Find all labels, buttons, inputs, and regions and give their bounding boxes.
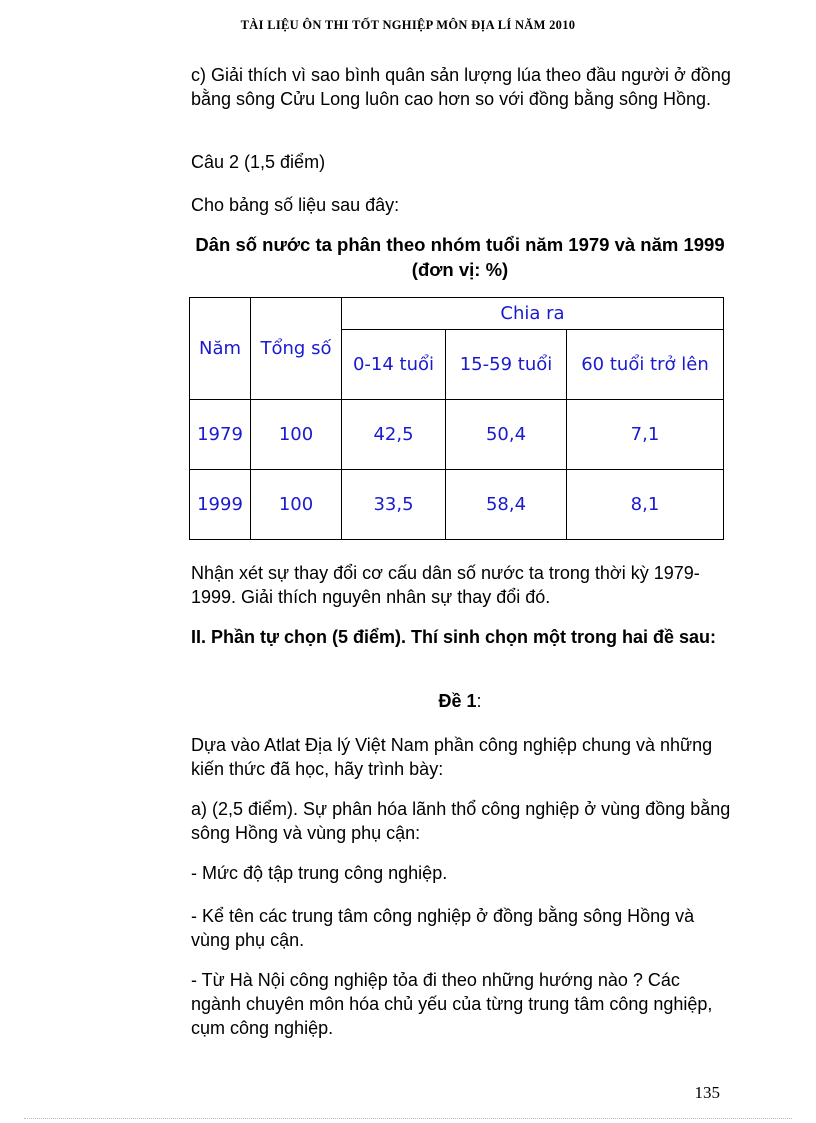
footer-divider [24, 1118, 792, 1119]
de1-colon: : [476, 691, 482, 711]
header-total: Tổng số [251, 298, 342, 400]
population-table [189, 297, 724, 540]
header-year: Năm [190, 298, 251, 400]
question-c: c) Giải thích vì sao bình quân sản lượng lúa theo đầu người ở đồng bằng sông Cửu Long luôn cao hơn so với đồng bằng sông Hồng. [191, 65, 731, 109]
question-commentary: Nhận xét sự thay đổi cơ cấu dân số nước ta trong thời kỳ 1979-1999. Giải thích nguyên nhân sự thay đổi đó. [191, 563, 700, 607]
cell-total: 100 [251, 400, 342, 470]
bullet-concentration: - Mức độ tập trung công nghiệp. [191, 863, 448, 883]
section-2-heading: II. Phần tự chọn (5 điểm). Thí sinh chọn một trong hai đề sau: [191, 627, 717, 647]
table-title: Dân số nước ta phân theo nhóm tuổi năm 1979 và năm 1999 (đơn vị: %) [195, 234, 725, 280]
header-age-0-14: 0-14 tuổi [342, 330, 446, 400]
page-number: 135 [694, 1083, 720, 1102]
de1-heading [0, 689, 816, 713]
header-age-60plus: 60 tuổi trở lên [567, 330, 724, 400]
table-row [190, 470, 724, 540]
atlat-instruction: Dựa vào Atlat Địa lý Việt Nam phần công nghiệp chung và những kiến thức đã học, hãy trình bày: [191, 735, 713, 779]
header-age-15-59: 15-59 tuổi [446, 330, 567, 400]
cell-age-15-59: 58,4 [446, 470, 567, 540]
table-intro: Cho bảng số liệu sau đây: [191, 195, 400, 215]
cell-age-60plus: 8,1 [567, 470, 724, 540]
page-header: TÀI LIỆU ÔN THI TỐT NGHIỆP MÔN ĐỊA LÍ NĂM 2010 [240, 18, 576, 32]
cell-age-15-59: 50,4 [446, 400, 567, 470]
header-group: Chia ra [342, 298, 724, 330]
de1-label: Đề 1 [438, 691, 477, 711]
table-row [190, 400, 724, 470]
cell-year: 1999 [190, 470, 251, 540]
cell-age-0-14: 42,5 [342, 400, 446, 470]
question-2-heading: Câu 2 (1,5 điểm) [191, 152, 326, 172]
bullet-centers: - Kể tên các trung tâm công nghiệp ở đồng bằng sông Hồng và vùng phụ cận. [191, 906, 695, 950]
cell-total: 100 [251, 470, 342, 540]
cell-age-0-14: 33,5 [342, 470, 446, 540]
item-a: a) (2,5 điểm). Sự phân hóa lãnh thổ công nghiệp ở vùng đồng bằng sông Hồng và vùng phụ cận: [191, 799, 731, 843]
bullet-directions: - Từ Hà Nội công nghiệp tỏa đi theo những hướng nào ? Các ngành chuyên môn hóa chủ yếu của từng trung tâm công nghiệp, cụm công nghiệp. [191, 970, 713, 1038]
cell-year: 1979 [190, 400, 251, 470]
cell-age-60plus: 7,1 [567, 400, 724, 470]
